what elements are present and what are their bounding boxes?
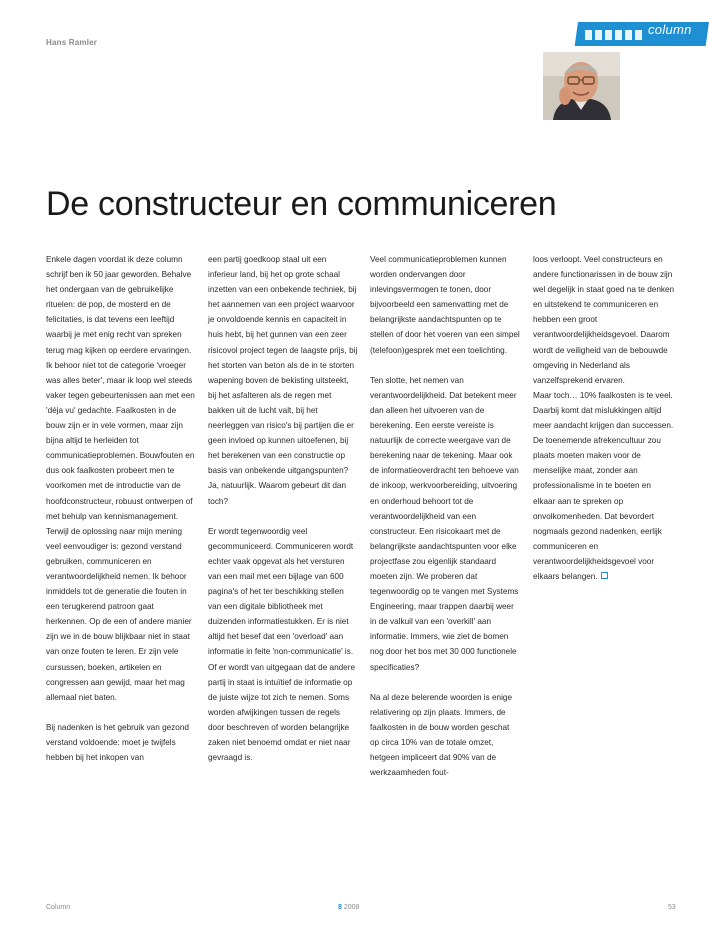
footer-page-number: 53 <box>668 904 676 911</box>
article-headline: De constructeur en communiceren <box>46 185 557 223</box>
text-column-2 <box>208 252 358 765</box>
paragraph: Veel communicatieproblemen kunnen worden ondervangen door inlevingsvermogen te tonen, door bijvoorbeeld een samenvatting met de belangrijkste aandachtspunten op te stellen of door het voeren van een simpel (telefoon)gesprek met een toelichting. <box>370 255 520 355</box>
text-column-3 <box>370 252 520 780</box>
paragraph: Maar toch… 10% faalkosten is te veel. Daarbij komt dat mislukkingen altijd meer aandacht krijgen dan successen. <box>533 390 674 431</box>
paragraph: Bij nadenken is het gebruik van gezond verstand voldoende: moet je twijfels hebben bij het inkopen van <box>46 722 189 763</box>
text-column-4 <box>533 252 675 584</box>
paragraph-text: De toenemende afrekencultuur zou plaats moeten maken voor de menselijke maat, zonder aan professionalisme in te boeten en elkaar aan te spreken op onvolkomenheden. Dat bevordert nogmaals gezond nadenken, eerlijk communiceren en verantwoordelijkheidsgevoel voor elkaars belangen. <box>533 436 662 581</box>
paragraph: Of er wordt van uitgegaan dat de andere partij in staat is intuïtief de informatie op de juiste wijze tot zich te nemen. Soms worden afwijkingen tussen de regels door beschreven of worden belangrijke zaken niet benoemd omdat er niet naar gevraagd is. <box>208 662 356 763</box>
paragraph: loos verloopt. Veel constructeurs en andere functionarissen in de bouw zijn wel degelijk in staat goed na te denken en uitstekend te communiceren en hebben een groot verantwoordelijkheidsgevoel. Daarom wordt de veiligheid van de bebouwde omgeving in Nederland als vanzelfsprekend ervaren. <box>533 255 675 385</box>
footer-issue-number: 8 <box>338 904 342 911</box>
footer-issue <box>338 904 359 911</box>
text-column-1 <box>46 252 196 765</box>
author-name: Hans Ramler <box>46 38 98 47</box>
footer-section-label: Column <box>46 904 71 911</box>
paragraph: Na al deze belerende woorden is enige relativering op zijn plaats. Immers, de faalkosten in de bouw worden geschat op circa 10% van de totale omzet, hetgeen impliceert dat 90% van de werkzaamheden fout- <box>370 692 513 778</box>
end-of-article-icon <box>601 572 608 579</box>
paragraph: een partij goedkoop staal uit een inferieur land, bij het op grote schaal inzetten van een onbekende techniek, bij het aannemen van een project waarvoor je onvoldoende kennis en capaciteit in huis hebt, bij het gunnen van een zeer risicovol project tegen de laagste prijs, bij het storten van beton als de in te storten wapening boven de bekisting uitsteekt, bij het asfalteren als de regen met bakken uit de lucht valt, bij het neerleggen van risico's bij partijen die er geen invloed op kunnen uitoefenen, bij het berekenen van een constructie op basis van onbekende uitgangspunten? Ja, natuurlijk. Waarom gebeurt dit dan toch? <box>208 255 358 506</box>
paragraph <box>533 433 675 584</box>
section-tab-pattern <box>585 30 643 40</box>
author-portrait-photo <box>543 52 620 120</box>
paragraph: Ten slotte, het nemen van verantwoordelijkheid. Dat betekent meer dan alleen het uitvoeren van de berekening. Een eerste vereiste is natuurlijk de correcte weergave van de berekening naar de tekening. Maar ook de informatieoverdracht ten behoeve van de inkoop, werkvoorbereiding, uitvoering en onderhoud behoort tot de verantwoordelijkheid van een constructeur. Een risicokaart met de belangrijkste aandachtspunten voor elke projectfase zou eigenlijk standaard moeten zijn. We proberen dat tegenwoordig op te vangen met Systems Engineering, maar trappen daarbij weer in de valkuil van een 'overkill' aan informatie. Immers, wie ziet de bomen nog door het bos met 30 000 functionele specificaties? <box>370 375 519 672</box>
article-body <box>46 252 674 872</box>
paragraph: Enkele dagen voordat ik deze column schrijf ben ik 50 jaar geworden. Behalve het ondergaan van de gebruikelijke rituelen: de pop, de mosterd en de felicitaties, is dat tevens een leeftijd waarbij je met enig recht van spreken terug mag kijken op eerdere ervaringen. Ik behoor niet tot de categorie 'vroeger was alles beter', maar ik loop wel steeds vaker tegen gebeurtenissen aan met een 'déja vu' gedachte. Faalkosten in de bouw zijn er in vele vormen, maar zijn bijna altijd te herleiden tot communicatieproblemen. Bouwfouten en dus ook faalkosten probeert men te voorkomen met de introductie van de hoofdconstructeur, robuust ontwerpen of met behulp van kennismanagement. Terwijl de oplossing naar mijn mening veel eenvoudiger is: gezond verstand gebruiken, communiceren en verantwoordelijkheid nemen. Ik behoor inmiddels tot de generatie die fouten in een terugkerend patroon gaat herkennen. Op de een of andere manier zijn we in de bouw blijkbaar niet in staat van onze fouten te leren. Er zijn vele cursussen, boeken, artikelen en congressen aan gewijd, maar het mag allemaal niet baten. <box>46 255 195 702</box>
footer-year: 2008 <box>343 904 360 911</box>
paragraph: Er wordt tegenwoordig veel gecommuniceerd. Communiceren wordt echter vaak opgevat als het versturen van een mail met een bijlage van 600 pagina's of het ter beschikking stellen van een digitale bibliotheek met duizenden informatiestukken. Er is niet altijd het besef dat een 'overload' aan informatie in feite 'non-communicatie' is. <box>208 526 354 657</box>
section-tab-label: column <box>648 22 692 37</box>
